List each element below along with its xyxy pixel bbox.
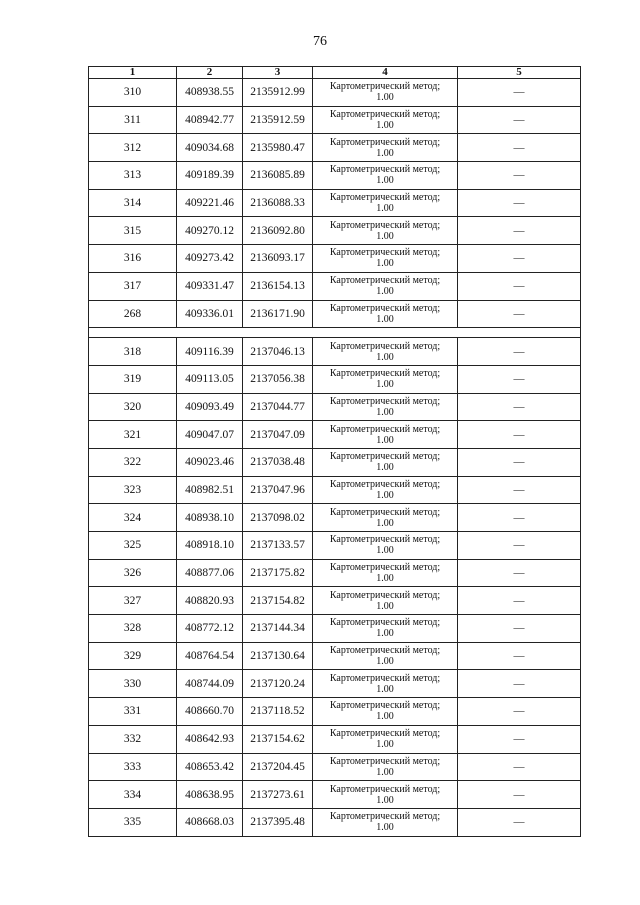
description-cell: — bbox=[458, 134, 581, 162]
x-coordinate-cell: 409047.07 bbox=[177, 421, 243, 449]
x-coordinate-cell: 408764.54 bbox=[177, 642, 243, 670]
x-coordinate-cell: 408642.93 bbox=[177, 725, 243, 753]
accuracy-value: 1.00 bbox=[376, 517, 394, 529]
method-cell bbox=[313, 134, 458, 162]
accuracy-value: 1.00 bbox=[376, 120, 394, 132]
point-number-cell: 327 bbox=[89, 587, 177, 615]
table-header-row bbox=[89, 67, 581, 79]
table-row bbox=[89, 670, 581, 698]
table-row bbox=[89, 365, 581, 393]
y-coordinate-cell: 2137047.96 bbox=[243, 476, 313, 504]
method-cell bbox=[313, 79, 458, 107]
y-coordinate-cell: 2135912.99 bbox=[243, 79, 313, 107]
method-text: Картометрический метод; bbox=[329, 562, 441, 574]
method-text: Картометрический метод; bbox=[329, 506, 441, 518]
accuracy-value: 1.00 bbox=[376, 434, 394, 446]
method-text: Картометрический метод; bbox=[329, 451, 441, 463]
accuracy-value: 1.00 bbox=[376, 600, 394, 612]
description-cell: — bbox=[458, 300, 581, 328]
y-coordinate-cell: 2136085.89 bbox=[243, 162, 313, 190]
method-cell bbox=[313, 476, 458, 504]
point-number-cell: 311 bbox=[89, 106, 177, 134]
x-coordinate-cell: 408668.03 bbox=[177, 808, 243, 836]
method-text: Картометрический метод; bbox=[329, 340, 441, 352]
coordinates-table bbox=[88, 66, 581, 837]
description-cell: — bbox=[458, 587, 581, 615]
column-header: 5 bbox=[458, 67, 581, 79]
method-text: Картометрический метод; bbox=[329, 247, 441, 259]
method-text: Картометрический метод; bbox=[329, 783, 441, 795]
point-number-cell: 318 bbox=[89, 338, 177, 366]
method-cell bbox=[313, 781, 458, 809]
x-coordinate-cell: 409034.68 bbox=[177, 134, 243, 162]
description-cell: — bbox=[458, 272, 581, 300]
method-text: Картометрический метод; bbox=[329, 672, 441, 684]
method-text: Картометрический метод; bbox=[329, 755, 441, 767]
table-row bbox=[89, 79, 581, 107]
method-cell bbox=[313, 808, 458, 836]
description-cell: — bbox=[458, 245, 581, 273]
accuracy-value: 1.00 bbox=[376, 406, 394, 418]
point-number-cell: 310 bbox=[89, 79, 177, 107]
column-header: 4 bbox=[313, 67, 458, 79]
accuracy-value: 1.00 bbox=[376, 573, 394, 585]
method-cell bbox=[313, 106, 458, 134]
description-cell: — bbox=[458, 162, 581, 190]
y-coordinate-cell: 2137118.52 bbox=[243, 698, 313, 726]
x-coordinate-cell: 409270.12 bbox=[177, 217, 243, 245]
column-header: 1 bbox=[89, 67, 177, 79]
y-coordinate-cell: 2137395.48 bbox=[243, 808, 313, 836]
method-text: Картометрический метод; bbox=[329, 302, 441, 314]
table-row bbox=[89, 162, 581, 190]
x-coordinate-cell: 409331.47 bbox=[177, 272, 243, 300]
table-row bbox=[89, 725, 581, 753]
method-text: Картометрический метод; bbox=[329, 478, 441, 490]
point-number-cell: 334 bbox=[89, 781, 177, 809]
method-cell bbox=[313, 725, 458, 753]
table-row bbox=[89, 217, 581, 245]
accuracy-value: 1.00 bbox=[376, 92, 394, 104]
table-row bbox=[89, 698, 581, 726]
method-text: Картометрический метод; bbox=[329, 423, 441, 435]
accuracy-value: 1.00 bbox=[376, 313, 394, 325]
method-cell bbox=[313, 504, 458, 532]
accuracy-value: 1.00 bbox=[376, 822, 394, 834]
method-cell bbox=[313, 300, 458, 328]
method-cell bbox=[313, 587, 458, 615]
x-coordinate-cell: 409221.46 bbox=[177, 189, 243, 217]
table-row bbox=[89, 189, 581, 217]
y-coordinate-cell: 2137144.34 bbox=[243, 615, 313, 643]
accuracy-value: 1.00 bbox=[376, 489, 394, 501]
table-row bbox=[89, 134, 581, 162]
method-text: Картометрический метод; bbox=[329, 728, 441, 740]
x-coordinate-cell: 408942.77 bbox=[177, 106, 243, 134]
point-number-cell: 328 bbox=[89, 615, 177, 643]
accuracy-value: 1.00 bbox=[376, 766, 394, 778]
y-coordinate-cell: 2136088.33 bbox=[243, 189, 313, 217]
description-cell: — bbox=[458, 559, 581, 587]
description-cell: — bbox=[458, 642, 581, 670]
method-cell bbox=[313, 670, 458, 698]
table-row bbox=[89, 448, 581, 476]
method-cell bbox=[313, 272, 458, 300]
x-coordinate-cell: 409113.05 bbox=[177, 365, 243, 393]
table-row bbox=[89, 504, 581, 532]
y-coordinate-cell: 2137130.64 bbox=[243, 642, 313, 670]
accuracy-value: 1.00 bbox=[376, 545, 394, 557]
x-coordinate-cell: 408938.55 bbox=[177, 79, 243, 107]
y-coordinate-cell: 2137044.77 bbox=[243, 393, 313, 421]
method-text: Картометрический метод; bbox=[329, 811, 441, 823]
point-number-cell: 320 bbox=[89, 393, 177, 421]
accuracy-value: 1.00 bbox=[376, 462, 394, 474]
method-cell bbox=[313, 421, 458, 449]
description-cell: — bbox=[458, 725, 581, 753]
description-cell: — bbox=[458, 365, 581, 393]
separator-cell bbox=[89, 328, 581, 338]
description-cell: — bbox=[458, 393, 581, 421]
table-row bbox=[89, 781, 581, 809]
accuracy-value: 1.00 bbox=[376, 230, 394, 242]
x-coordinate-cell: 408660.70 bbox=[177, 698, 243, 726]
method-cell bbox=[313, 448, 458, 476]
y-coordinate-cell: 2136093.17 bbox=[243, 245, 313, 273]
point-number-cell: 330 bbox=[89, 670, 177, 698]
accuracy-value: 1.00 bbox=[376, 379, 394, 391]
description-cell: — bbox=[458, 698, 581, 726]
method-cell bbox=[313, 642, 458, 670]
y-coordinate-cell: 2137273.61 bbox=[243, 781, 313, 809]
separator-row bbox=[89, 328, 581, 338]
table-row bbox=[89, 615, 581, 643]
x-coordinate-cell: 408820.93 bbox=[177, 587, 243, 615]
method-text: Картометрический метод; bbox=[329, 219, 441, 231]
accuracy-value: 1.00 bbox=[376, 286, 394, 298]
accuracy-value: 1.00 bbox=[376, 628, 394, 640]
description-cell: — bbox=[458, 106, 581, 134]
method-cell bbox=[313, 365, 458, 393]
accuracy-value: 1.00 bbox=[376, 794, 394, 806]
method-cell bbox=[313, 753, 458, 781]
method-text: Картометрический метод; bbox=[329, 589, 441, 601]
point-number-cell: 317 bbox=[89, 272, 177, 300]
table-row bbox=[89, 300, 581, 328]
point-number-cell: 313 bbox=[89, 162, 177, 190]
method-cell bbox=[313, 217, 458, 245]
description-cell: — bbox=[458, 753, 581, 781]
method-cell bbox=[313, 338, 458, 366]
description-cell: — bbox=[458, 189, 581, 217]
accuracy-value: 1.00 bbox=[376, 175, 394, 187]
method-text: Картометрический метод; bbox=[329, 617, 441, 629]
y-coordinate-cell: 2137046.13 bbox=[243, 338, 313, 366]
description-cell: — bbox=[458, 476, 581, 504]
table-row bbox=[89, 587, 581, 615]
description-cell: — bbox=[458, 532, 581, 560]
point-number-cell: 315 bbox=[89, 217, 177, 245]
x-coordinate-cell: 408772.12 bbox=[177, 615, 243, 643]
column-header: 2 bbox=[177, 67, 243, 79]
y-coordinate-cell: 2137175.82 bbox=[243, 559, 313, 587]
x-coordinate-cell: 408938.10 bbox=[177, 504, 243, 532]
point-number-cell: 331 bbox=[89, 698, 177, 726]
y-coordinate-cell: 2137098.02 bbox=[243, 504, 313, 532]
description-cell: — bbox=[458, 504, 581, 532]
method-text: Картометрический метод; bbox=[329, 645, 441, 657]
y-coordinate-cell: 2135912.59 bbox=[243, 106, 313, 134]
description-cell: — bbox=[458, 338, 581, 366]
table-row bbox=[89, 272, 581, 300]
description-cell: — bbox=[458, 448, 581, 476]
y-coordinate-cell: 2137154.62 bbox=[243, 725, 313, 753]
x-coordinate-cell: 408638.95 bbox=[177, 781, 243, 809]
method-text: Картометрический метод; bbox=[329, 534, 441, 546]
x-coordinate-cell: 408744.09 bbox=[177, 670, 243, 698]
accuracy-value: 1.00 bbox=[376, 711, 394, 723]
method-cell bbox=[313, 615, 458, 643]
point-number-cell: 314 bbox=[89, 189, 177, 217]
column-header: 3 bbox=[243, 67, 313, 79]
method-cell bbox=[313, 532, 458, 560]
point-number-cell: 325 bbox=[89, 532, 177, 560]
method-cell bbox=[313, 189, 458, 217]
y-coordinate-cell: 2137047.09 bbox=[243, 421, 313, 449]
x-coordinate-cell: 409273.42 bbox=[177, 245, 243, 273]
description-cell: — bbox=[458, 421, 581, 449]
y-coordinate-cell: 2135980.47 bbox=[243, 134, 313, 162]
table-row bbox=[89, 106, 581, 134]
accuracy-value: 1.00 bbox=[376, 351, 394, 363]
point-number-cell: 329 bbox=[89, 642, 177, 670]
description-cell: — bbox=[458, 670, 581, 698]
x-coordinate-cell: 408982.51 bbox=[177, 476, 243, 504]
method-text: Картометрический метод; bbox=[329, 109, 441, 121]
table-row bbox=[89, 476, 581, 504]
point-number-cell: 335 bbox=[89, 808, 177, 836]
method-cell bbox=[313, 245, 458, 273]
point-number-cell: 316 bbox=[89, 245, 177, 273]
table-row bbox=[89, 753, 581, 781]
y-coordinate-cell: 2137056.38 bbox=[243, 365, 313, 393]
method-text: Картометрический метод; bbox=[329, 368, 441, 380]
point-number-cell: 324 bbox=[89, 504, 177, 532]
x-coordinate-cell: 409093.49 bbox=[177, 393, 243, 421]
x-coordinate-cell: 408653.42 bbox=[177, 753, 243, 781]
x-coordinate-cell: 408918.10 bbox=[177, 532, 243, 560]
accuracy-value: 1.00 bbox=[376, 656, 394, 668]
x-coordinate-cell: 409023.46 bbox=[177, 448, 243, 476]
method-text: Картометрический метод; bbox=[329, 700, 441, 712]
table-row bbox=[89, 642, 581, 670]
method-text: Картометрический метод; bbox=[329, 395, 441, 407]
accuracy-value: 1.00 bbox=[376, 258, 394, 270]
point-number-cell: 326 bbox=[89, 559, 177, 587]
table-row bbox=[89, 421, 581, 449]
description-cell: — bbox=[458, 781, 581, 809]
y-coordinate-cell: 2136154.13 bbox=[243, 272, 313, 300]
x-coordinate-cell: 409189.39 bbox=[177, 162, 243, 190]
y-coordinate-cell: 2137133.57 bbox=[243, 532, 313, 560]
point-number-cell: 332 bbox=[89, 725, 177, 753]
x-coordinate-cell: 408877.06 bbox=[177, 559, 243, 587]
accuracy-value: 1.00 bbox=[376, 683, 394, 695]
method-text: Картометрический метод; bbox=[329, 275, 441, 287]
accuracy-value: 1.00 bbox=[376, 203, 394, 215]
method-cell bbox=[313, 393, 458, 421]
method-cell bbox=[313, 559, 458, 587]
y-coordinate-cell: 2137204.45 bbox=[243, 753, 313, 781]
point-number-cell: 312 bbox=[89, 134, 177, 162]
table-row bbox=[89, 338, 581, 366]
y-coordinate-cell: 2137154.82 bbox=[243, 587, 313, 615]
method-cell bbox=[313, 162, 458, 190]
y-coordinate-cell: 2137120.24 bbox=[243, 670, 313, 698]
y-coordinate-cell: 2137038.48 bbox=[243, 448, 313, 476]
point-number-cell: 322 bbox=[89, 448, 177, 476]
description-cell: — bbox=[458, 808, 581, 836]
description-cell: — bbox=[458, 79, 581, 107]
accuracy-value: 1.00 bbox=[376, 739, 394, 751]
table-row bbox=[89, 245, 581, 273]
table-body bbox=[89, 79, 581, 837]
method-text: Картометрический метод; bbox=[329, 164, 441, 176]
description-cell: — bbox=[458, 217, 581, 245]
page-number: 76 bbox=[313, 34, 327, 49]
point-number-cell: 268 bbox=[89, 300, 177, 328]
point-number-cell: 319 bbox=[89, 365, 177, 393]
y-coordinate-cell: 2136171.90 bbox=[243, 300, 313, 328]
point-number-cell: 323 bbox=[89, 476, 177, 504]
x-coordinate-cell: 409116.39 bbox=[177, 338, 243, 366]
method-text: Картометрический метод; bbox=[329, 81, 441, 93]
description-cell: — bbox=[458, 615, 581, 643]
table-row bbox=[89, 559, 581, 587]
accuracy-value: 1.00 bbox=[376, 147, 394, 159]
point-number-cell: 333 bbox=[89, 753, 177, 781]
y-coordinate-cell: 2136092.80 bbox=[243, 217, 313, 245]
table-row bbox=[89, 393, 581, 421]
x-coordinate-cell: 409336.01 bbox=[177, 300, 243, 328]
method-cell bbox=[313, 698, 458, 726]
method-text: Картометрический метод; bbox=[329, 192, 441, 204]
point-number-cell: 321 bbox=[89, 421, 177, 449]
table-row bbox=[89, 808, 581, 836]
table-row bbox=[89, 532, 581, 560]
method-text: Картометрический метод; bbox=[329, 136, 441, 148]
